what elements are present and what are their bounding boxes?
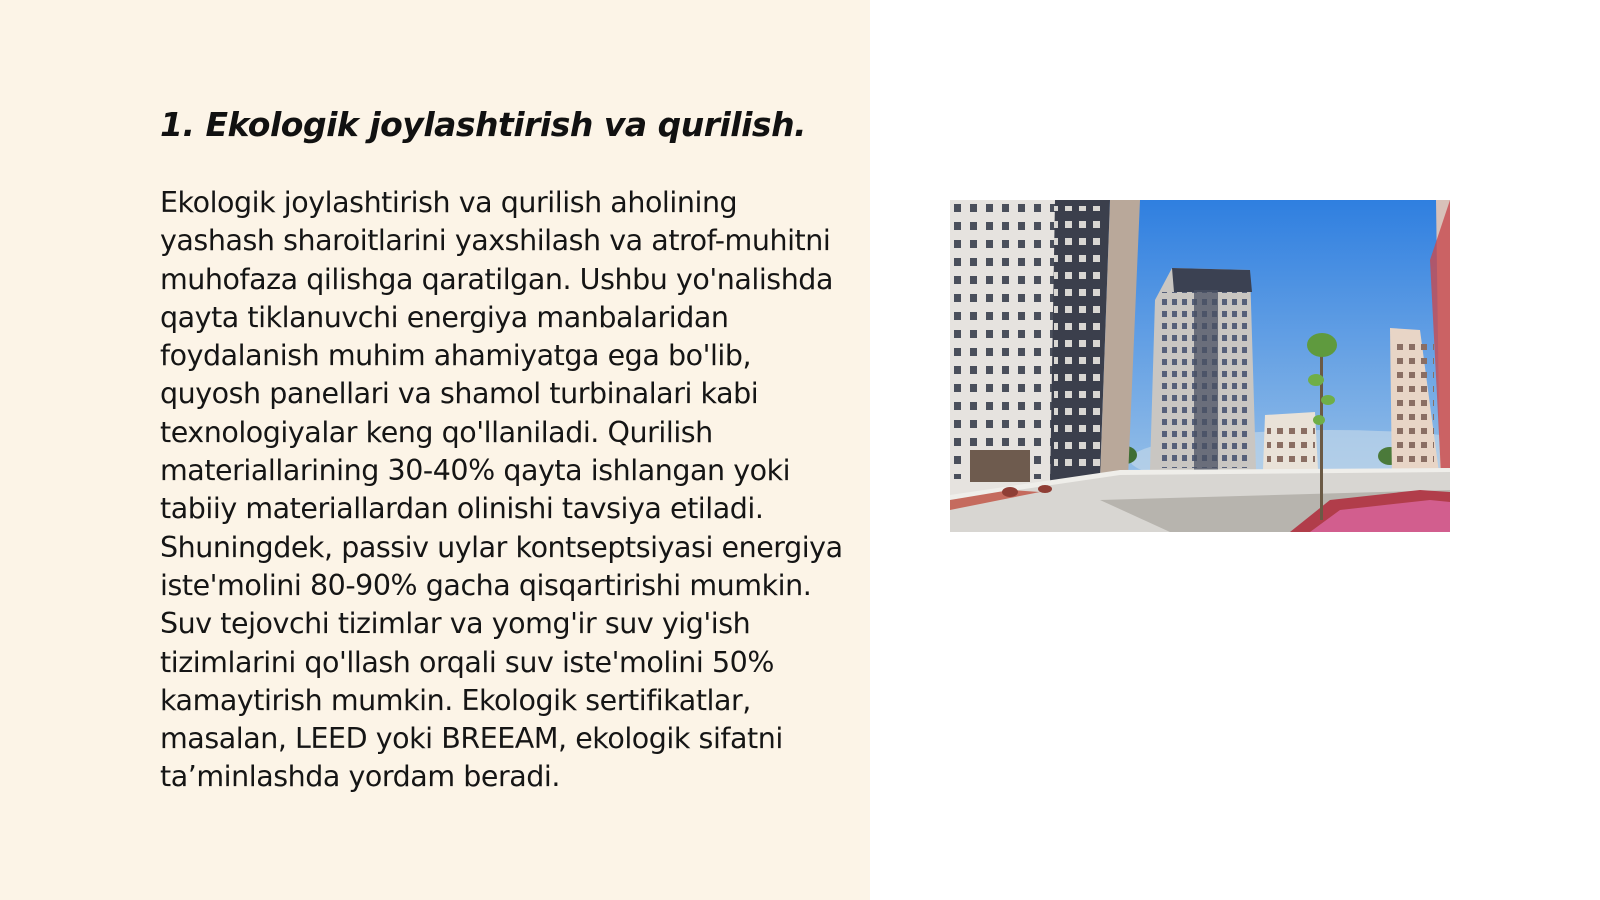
slide-title: 1. Ekologik joylashtirish va qurilish. bbox=[160, 105, 807, 144]
slide-body-text: Ekologik joylashtirish va qurilish aholining yashash sharoitlarini yaxshilash va atrof-muhitni muhofaza qilishga qaratilgan. Ushbu yo'nalishda qayta tiklanuvchi energiya manbalaridan foydalanish muhim ahamiyatga ega bo'lib, quyosh panellari va shamol turbinalari kabi texnologiyalar keng qo'llaniladi. Qurilish materiallarining 30-40% qayta ishlangan yoki tabiiy materiallardan olinishi tavsiya etiladi. Shuningdek, passiv uylar kontseptsiyasi energiya iste'molini 80-90% gacha qisqartirishi mumkin. Suv tejovchi tizimlar va yomg'ir suv yig'ish tizimlarini qo'llash orqali suv iste'molini 50% kamaytirish mumkin. Ekologik sertifikatlar, masalan, LEED yoki BREEAM, ekologik sifatni ta’minlashda yordam beradi. bbox=[160, 186, 843, 794]
residential-buildings-photo bbox=[950, 200, 1450, 532]
photo-illustration bbox=[950, 200, 1450, 532]
